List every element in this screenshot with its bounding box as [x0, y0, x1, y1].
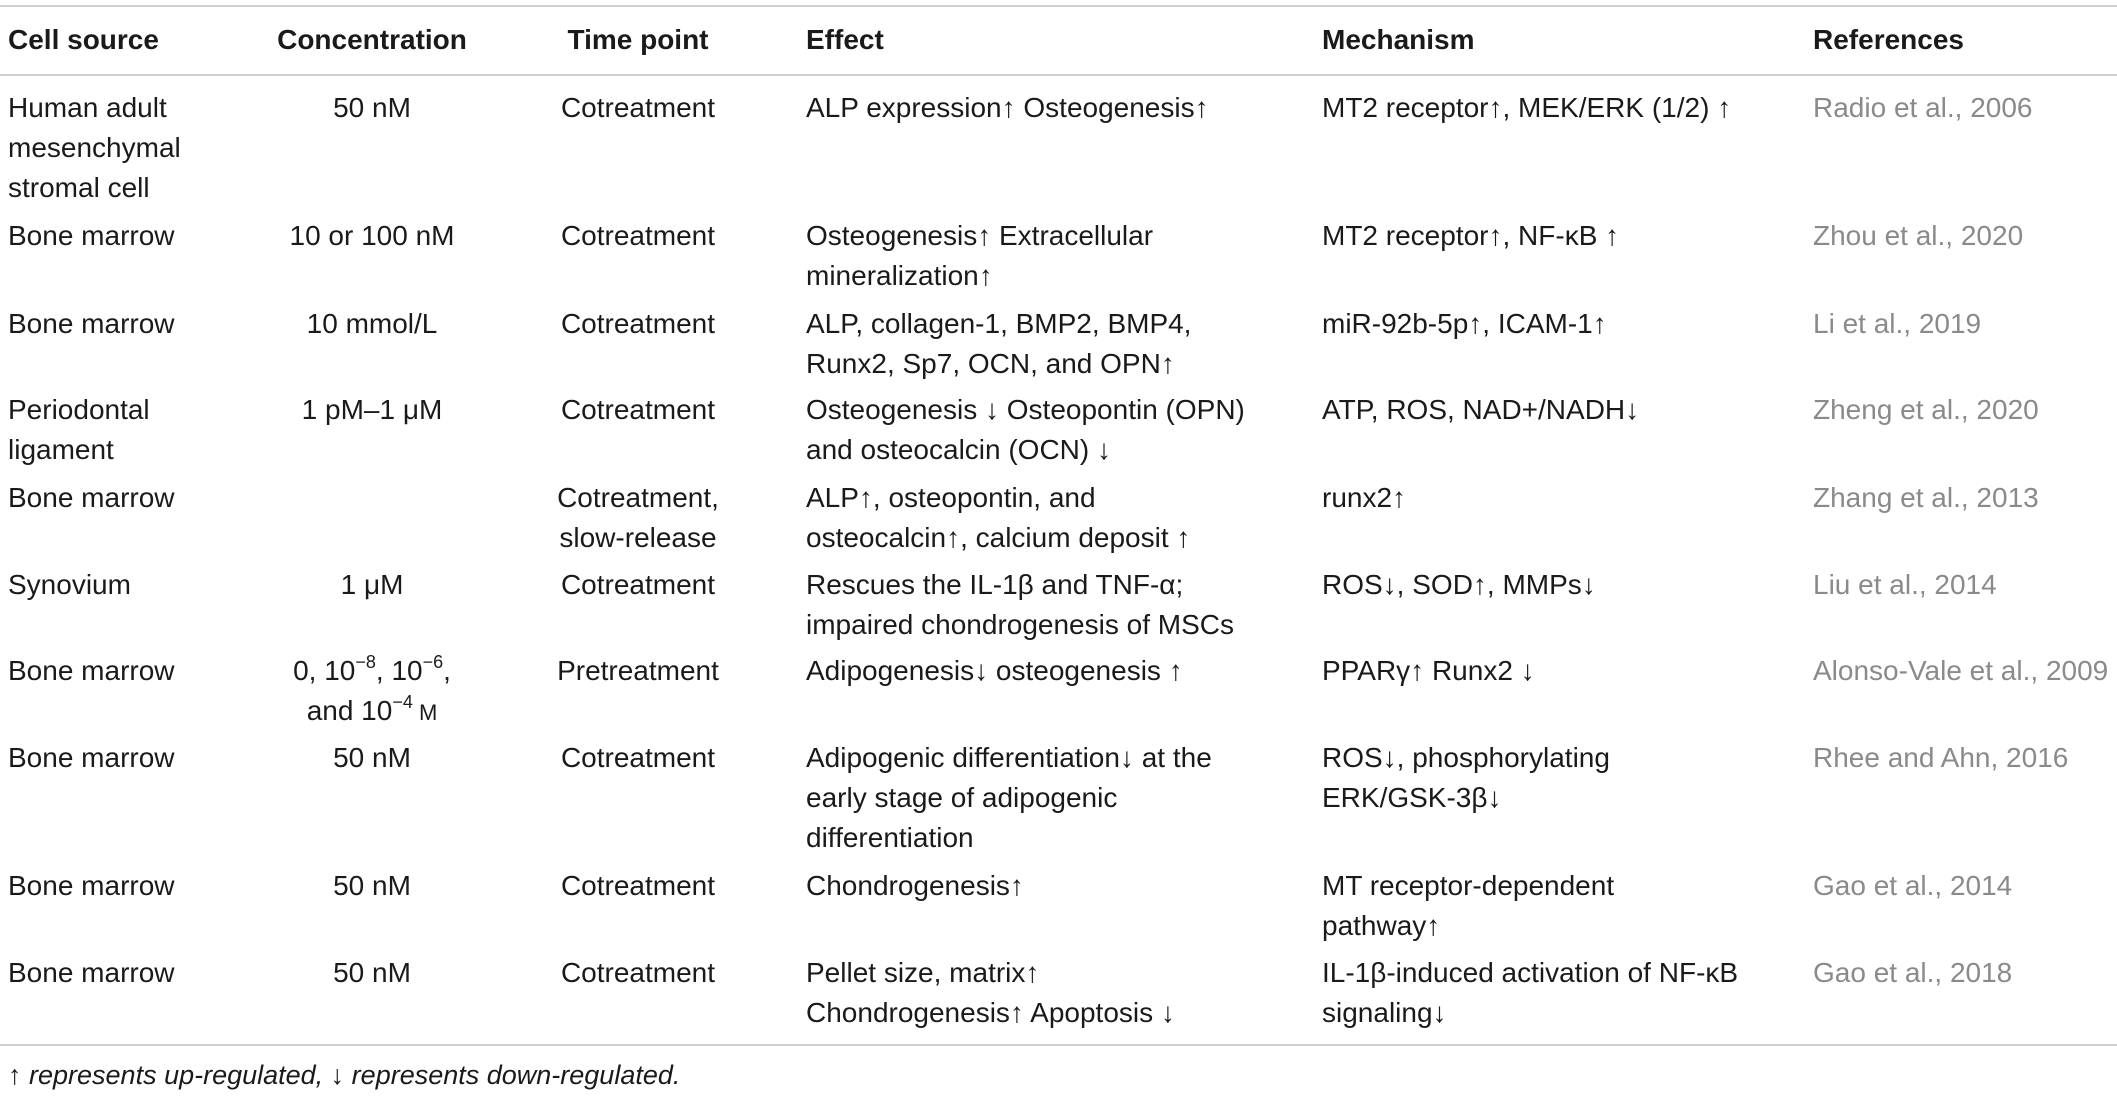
- cell-line: runx2↑: [1322, 482, 1407, 513]
- cell-effect: [806, 866, 1306, 906]
- cell-reference: Gao et al., 2018: [1813, 957, 2013, 988]
- cell-effect: [806, 478, 1306, 558]
- cell-effect: [806, 216, 1306, 296]
- cell-line: Cotreatment: [560, 957, 716, 988]
- cell-line: Bone marrow: [8, 220, 175, 251]
- cell-concentration: [252, 88, 492, 128]
- cell-line: Cotreatment: [560, 92, 716, 123]
- cell-source: [8, 565, 248, 605]
- cell-line: ROS↓, phosphorylating: [1322, 742, 1610, 773]
- cell-mechanism: [1322, 651, 1802, 691]
- cell-line: Runx2, Sp7, OCN, and OPN↑: [806, 348, 1175, 379]
- cell-mechanism: [1322, 953, 1802, 1033]
- cell-source: [8, 88, 248, 208]
- cell-concentration: [252, 866, 492, 906]
- cell-line: and osteocalcin (OCN) ↓: [806, 434, 1112, 465]
- cell-source: [8, 953, 248, 993]
- header-references: References: [1813, 24, 1964, 55]
- cell-line: Human adult: [8, 92, 167, 123]
- cell-effect: [806, 651, 1306, 691]
- cell-concentration: [252, 216, 492, 256]
- cell-source: [8, 866, 248, 906]
- header-cell-source: Cell source: [8, 24, 159, 55]
- cell-line: Bone marrow: [8, 742, 175, 773]
- cell-line: Cotreatment: [560, 220, 716, 251]
- cell-line: Bone marrow: [8, 957, 175, 988]
- cell-line: PPARγ↑ Runx2 ↓: [1322, 655, 1535, 686]
- cell-concentration: [252, 738, 492, 778]
- cell-line: signaling↓: [1322, 997, 1447, 1028]
- cell-source: [8, 738, 248, 778]
- cell-line: 1 pM–1 μM: [301, 394, 443, 425]
- cell-line: Cotreatment: [560, 394, 716, 425]
- cell-line: ATP, ROS, NAD+/NADH↓: [1322, 394, 1640, 425]
- table-top-rule: [0, 5, 2117, 7]
- cell-concentration: [252, 390, 492, 430]
- cell-time: [533, 651, 743, 691]
- cell-reference: Li et al., 2019: [1813, 308, 1982, 339]
- cell-line: Bone marrow: [8, 655, 175, 686]
- cell-mechanism: [1322, 565, 1802, 605]
- cell-source: [8, 216, 248, 256]
- cell-time: [533, 216, 743, 256]
- cell-concentration: [252, 304, 492, 344]
- cell-reference: Liu et al., 2014: [1813, 569, 1997, 600]
- cell-line: 50 nM: [333, 870, 411, 901]
- cell-time: [533, 304, 743, 344]
- cell-line: impaired chondrogenesis of MSCs: [806, 609, 1234, 640]
- header-time-point: Time point: [567, 24, 709, 55]
- table-header-rule: [0, 74, 2117, 76]
- cell-mechanism: [1322, 390, 1802, 430]
- cell-line: ALP, collagen-1, BMP2, BMP4,: [806, 308, 1192, 339]
- cell-line: Osteogenesis↑ Extracellular: [806, 220, 1154, 251]
- cell-concentration: 0, $10^{-8}$, $10^{-6}$, and $10^{-4}$ M: [293, 651, 451, 726]
- cell-effect: [806, 390, 1306, 470]
- cell-line: Cotreatment: [560, 742, 716, 773]
- cell-line: 50 nM: [333, 957, 411, 988]
- cell-reference: Rhee and Ahn, 2016: [1813, 742, 2069, 773]
- cell-time: [533, 953, 743, 993]
- cell-line: early stage of adipogenic: [806, 782, 1118, 813]
- cell-line: Chondrogenesis↑ Apoptosis ↓: [806, 997, 1175, 1028]
- cell-mechanism: [1322, 738, 1802, 818]
- cell-line: ALP↑, osteopontin, and: [806, 482, 1096, 513]
- cell-line: Cotreatment: [560, 308, 716, 339]
- cell-time: [533, 478, 743, 558]
- cell-mechanism: [1322, 88, 1802, 128]
- cell-line: osteocalcin↑, calcium deposit ↑: [806, 522, 1191, 553]
- cell-source: [8, 304, 248, 344]
- cell-line: ALP expression↑ Osteogenesis↑: [806, 92, 1209, 123]
- cell-time: [533, 738, 743, 778]
- cell-line: 10 or 100 nM: [289, 220, 455, 251]
- cell-line: Cotreatment: [560, 569, 716, 600]
- cell-line: slow-release: [559, 522, 717, 553]
- header-effect: Effect: [806, 24, 884, 55]
- cell-source: [8, 390, 248, 470]
- cell-effect: [806, 304, 1306, 384]
- cell-effect: [806, 738, 1306, 858]
- cell-line: ERK/GSK-3β↓: [1322, 782, 1502, 813]
- cell-line: differentiation: [806, 822, 974, 853]
- cell-line: MT2 receptor↑, MEK/ERK (1/2) ↑: [1322, 92, 1732, 123]
- cell-line: Bone marrow: [8, 482, 175, 513]
- cell-reference: Gao et al., 2014: [1813, 870, 2013, 901]
- cell-line: Bone marrow: [8, 870, 175, 901]
- cell-line: Rescues the IL-1β and TNF-α;: [806, 569, 1184, 600]
- cell-line: 50 nM: [333, 92, 411, 123]
- cell-line: stromal cell: [8, 172, 150, 203]
- cell-reference: Radio et al., 2006: [1813, 92, 2033, 123]
- cell-line: Cotreatment: [560, 870, 716, 901]
- cell-concentration: [252, 953, 492, 993]
- cell-time: [533, 390, 743, 430]
- cell-line: Bone marrow: [8, 308, 175, 339]
- cell-time: [533, 88, 743, 128]
- cell-line: Osteogenesis ↓ Osteopontin (OPN): [806, 394, 1245, 425]
- cell-line: MT receptor-dependent: [1322, 870, 1615, 901]
- cell-line: Adipogenesis↓ osteogenesis ↑: [806, 655, 1183, 686]
- cell-reference: Zheng et al., 2020: [1813, 394, 2039, 425]
- cell-mechanism: [1322, 866, 1802, 946]
- cell-line: 1 μM: [340, 569, 404, 600]
- header-mechanism: Mechanism: [1322, 24, 1475, 55]
- table-footnote: ↑ represents up-regulated, ↓ represents down-regulated.: [8, 1060, 681, 1090]
- cell-line: miR-92b-5p↑, ICAM-1↑: [1322, 308, 1607, 339]
- cell-mechanism: [1322, 216, 1802, 256]
- cell-line: Pellet size, matrix↑: [806, 957, 1040, 988]
- cell-mechanism: [1322, 478, 1802, 518]
- cell-line: pathway↑: [1322, 910, 1441, 941]
- cell-line: ROS↓, SOD↑, MMPs↓: [1322, 569, 1596, 600]
- cell-effect: [806, 565, 1306, 645]
- cell-line: MT2 receptor↑, NF-κB ↑: [1322, 220, 1620, 251]
- cell-reference: Zhang et al., 2013: [1813, 482, 2039, 513]
- cell-effect: [806, 953, 1306, 1033]
- cell-line: Periodontal: [8, 394, 150, 425]
- cell-reference: Zhou et al., 2020: [1813, 220, 2024, 251]
- cell-time: [533, 565, 743, 605]
- cell-effect: [806, 88, 1306, 128]
- cell-concentration: [252, 565, 492, 605]
- cell-source: [8, 478, 248, 518]
- table-bottom-rule: [0, 1044, 2117, 1046]
- cell-line: 10 mmol/L: [306, 308, 438, 339]
- cell-line: Adipogenic differentiation↓ at the: [806, 742, 1212, 773]
- cell-line: Cotreatment,: [557, 482, 719, 513]
- cell-line: 50 nM: [333, 742, 411, 773]
- cell-line: Synovium: [8, 569, 131, 600]
- cell-line: mesenchymal: [8, 132, 181, 163]
- cell-reference: Alonso-Vale et al., 2009: [1813, 655, 2109, 686]
- cell-line: ligament: [8, 434, 114, 465]
- cell-source: [8, 651, 248, 691]
- cell-line: mineralization↑: [806, 260, 993, 291]
- cell-line: Chondrogenesis↑: [806, 870, 1024, 901]
- cell-line: IL-1β-induced activation of NF-κB: [1322, 957, 1739, 988]
- cell-line: Pretreatment: [557, 655, 719, 686]
- cell-time: [533, 866, 743, 906]
- header-concentration: Concentration: [277, 24, 467, 55]
- cell-mechanism: [1322, 304, 1802, 344]
